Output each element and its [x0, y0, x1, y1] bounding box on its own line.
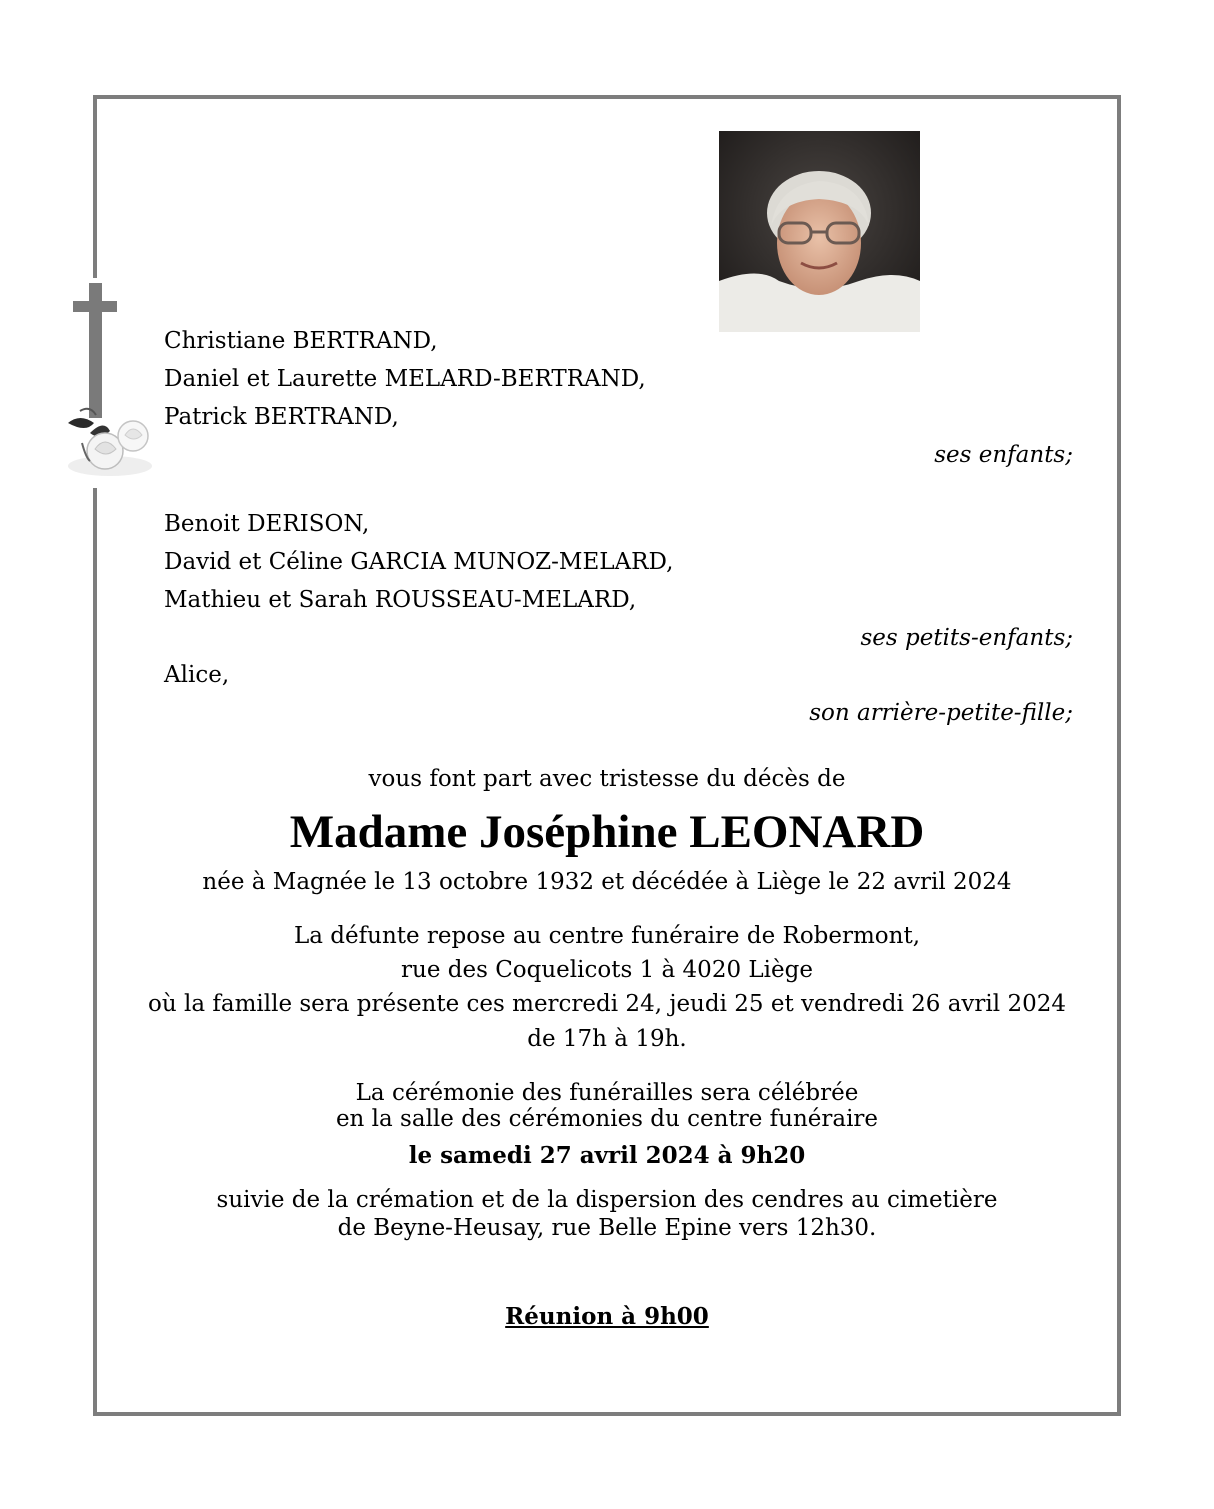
visitation-line: rue des Coquelicots 1 à 4020 Liège	[401, 957, 813, 983]
grandchild-name: Benoit DERISON,	[164, 511, 370, 537]
visitation-line: de 17h à 19h.	[527, 1026, 687, 1052]
child-name: Christiane BERTRAND,	[164, 328, 438, 354]
child-name: Patrick BERTRAND,	[164, 404, 399, 430]
meeting-time: Réunion à 9h00	[505, 1303, 709, 1330]
portrait-photo	[719, 131, 920, 332]
ceremony-line: en la salle des cérémonies du centre funéraire	[335, 1106, 879, 1132]
visitation-line: où la famille sera présente ces mercredi 24, jeudi 25 et vendredi 26 avril 2024	[148, 991, 1066, 1017]
ceremony-date-time: le samedi 27 avril 2024 à 9h20	[408, 1142, 806, 1169]
great-grandchild-name: Alice,	[164, 662, 230, 688]
cross-with-roses-icon	[60, 283, 160, 488]
great-grandchildren-relation: son arrière-petite-fille;	[809, 700, 1073, 726]
grandchild-name: David et Céline GARCIA MUNOZ-MELARD,	[164, 549, 674, 575]
deceased-name: Madame Joséphine LEONARD	[289, 806, 925, 858]
ceremony-line: La cérémonie des funérailles sera célébrée	[355, 1080, 859, 1106]
announcement-intro: vous font part avec tristesse du décès de	[368, 766, 846, 792]
visitation-line: La défunte repose au centre funéraire de Robermont,	[293, 923, 921, 949]
ceremony-after-line: suivie de la crémation et de la dispersion des cendres au cimetière	[216, 1187, 998, 1213]
ceremony-after-line: de Beyne-Heusay, rue Belle Epine vers 12h30.	[337, 1215, 877, 1241]
grandchild-name: Mathieu et Sarah ROUSSEAU-MELARD,	[164, 587, 637, 613]
grandchildren-relation: ses petits-enfants;	[860, 625, 1073, 651]
child-name: Daniel et Laurette MELARD-BERTRAND,	[164, 366, 646, 392]
birth-death-dates: née à Magnée le 13 octobre 1932 et décédée à Liège le 22 avril 2024	[202, 869, 1012, 895]
children-relation: ses enfants;	[934, 442, 1073, 468]
